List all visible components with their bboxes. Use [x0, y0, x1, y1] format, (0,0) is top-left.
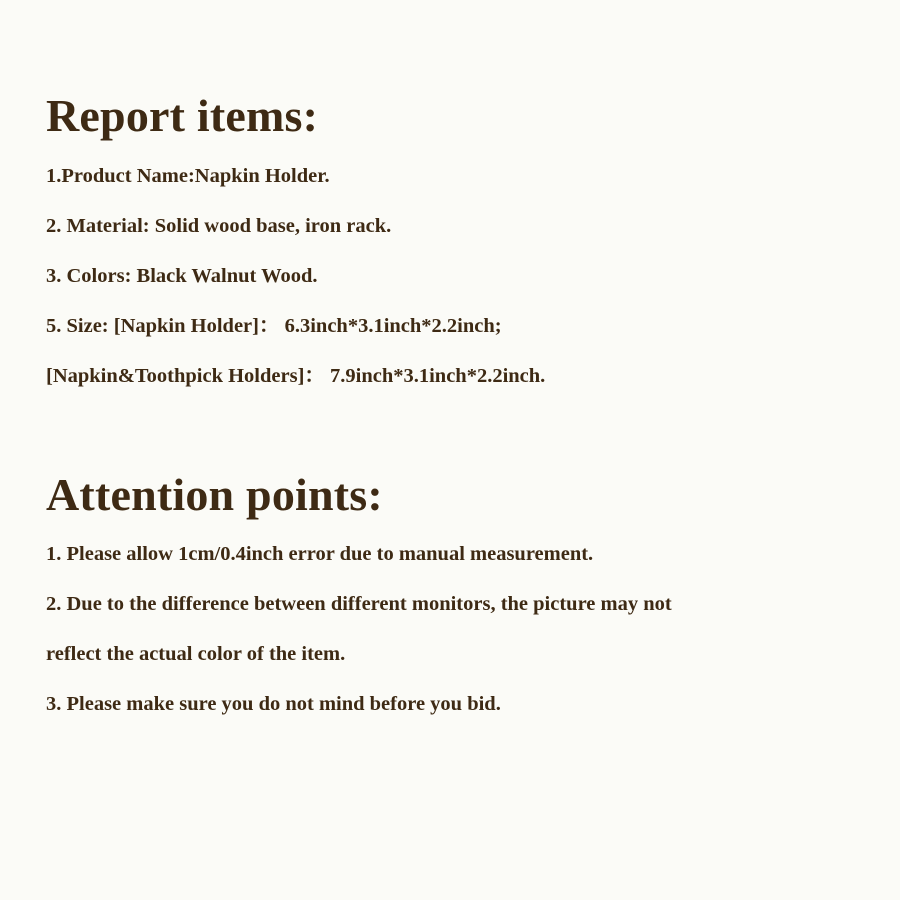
report-item-size-napkin-toothpick: [Napkin&Toothpick Holders]： 7.9inch*3.1inch*2.2inch.: [46, 365, 546, 387]
attention-point-monitors: 2. Due to the difference between different monitors, the picture may not: [46, 593, 672, 615]
attention-point-bid: 3. Please make sure you do not mind before you bid.: [46, 693, 501, 715]
attention-point-measurement: 1. Please allow 1cm/0.4inch error due to manual measurement.: [46, 543, 594, 565]
report-item-product-name: 1.Product Name:Napkin Holder.: [46, 165, 330, 187]
attention-points-heading: Attention points:: [46, 469, 383, 520]
attention-point-monitors-continued: reflect the actual color of the item.: [46, 643, 346, 665]
report-item-colors: 3. Colors: Black Walnut Wood.: [46, 265, 318, 287]
report-item-size-napkin-holder: 5. Size: [Napkin Holder]： 6.3inch*3.1inch*2.2inch;: [46, 315, 502, 337]
report-items-heading: Report items:: [46, 90, 319, 141]
report-item-material: 2. Material: Solid wood base, iron rack.: [46, 215, 392, 237]
